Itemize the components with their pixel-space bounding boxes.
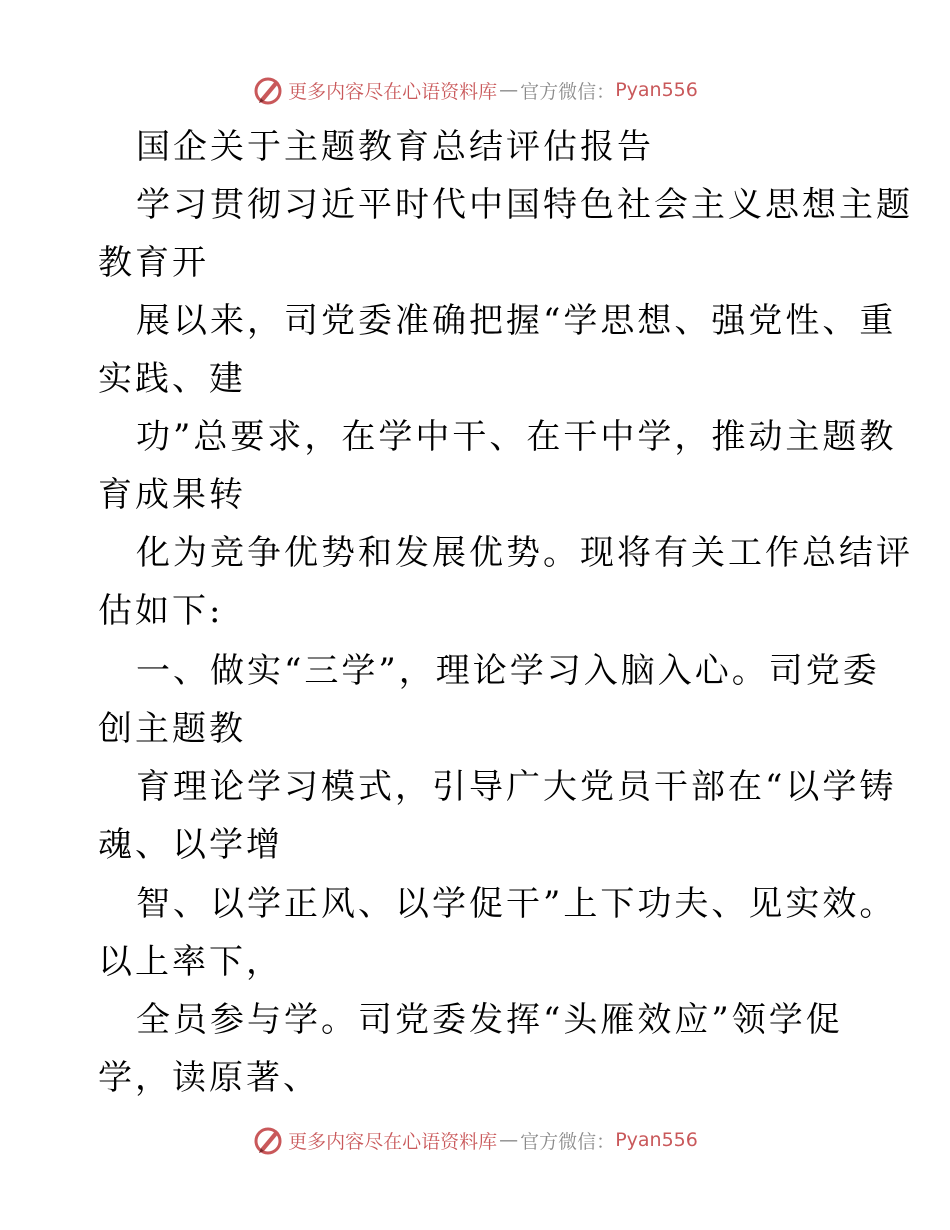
- text-line: 化为竞争优势和发展优势。现将有关工作总结评: [136, 533, 913, 573]
- text-line: 魂、以学增: [98, 825, 283, 865]
- watermark-wechat-label: 官方微信：: [520, 80, 616, 103]
- pen-logo-icon: [252, 1124, 284, 1156]
- text-line: 教育开: [98, 243, 209, 283]
- text-line: 学，读原著、: [98, 1058, 320, 1098]
- text-line: 育成果转: [98, 475, 246, 515]
- text-line: 实践、建: [98, 359, 246, 399]
- watermark-separator: —: [499, 1129, 519, 1151]
- watermark-wechat-id: Pyan556: [615, 1129, 698, 1151]
- pen-logo-icon: [252, 74, 284, 106]
- text-line: 功”总要求，在学中干、在干中学，推动主题教: [136, 417, 897, 457]
- text-line: 展以来，司党委准确把握“学思想、强党性、重: [136, 301, 897, 341]
- text-line: 创主题教: [98, 709, 246, 749]
- watermark-brand-text: 更多内容尽在心语资料库: [288, 80, 498, 103]
- watermark-separator: —: [499, 79, 519, 101]
- watermark-brand-text: 更多内容尽在心语资料库: [288, 1130, 498, 1153]
- text-line: 以上率下，: [98, 942, 283, 982]
- text-line: 育理论学习模式，引导广大党员干部在“以学铸: [136, 767, 897, 807]
- watermark-wechat-label: 官方微信：: [520, 1130, 616, 1153]
- text-line: 一、做实“三学”，理论学习入脑入心。司党委: [136, 651, 880, 691]
- footer-watermark: [0, 1120, 950, 1160]
- header-watermark: [0, 70, 950, 110]
- text-line: 全员参与学。司党委发挥“头雁效应”领学促: [136, 1000, 843, 1040]
- text-line: 学习贯彻习近平时代中国特色社会主义思想主题: [136, 185, 913, 225]
- watermark-wechat-id: Pyan556: [615, 79, 698, 101]
- document-title: 国企关于主题教育总结评估报告: [136, 127, 654, 167]
- text-line: 估如下:: [98, 591, 224, 631]
- text-line: 智、以学正风、以学促干”上下功夫、见实效。: [136, 884, 897, 924]
